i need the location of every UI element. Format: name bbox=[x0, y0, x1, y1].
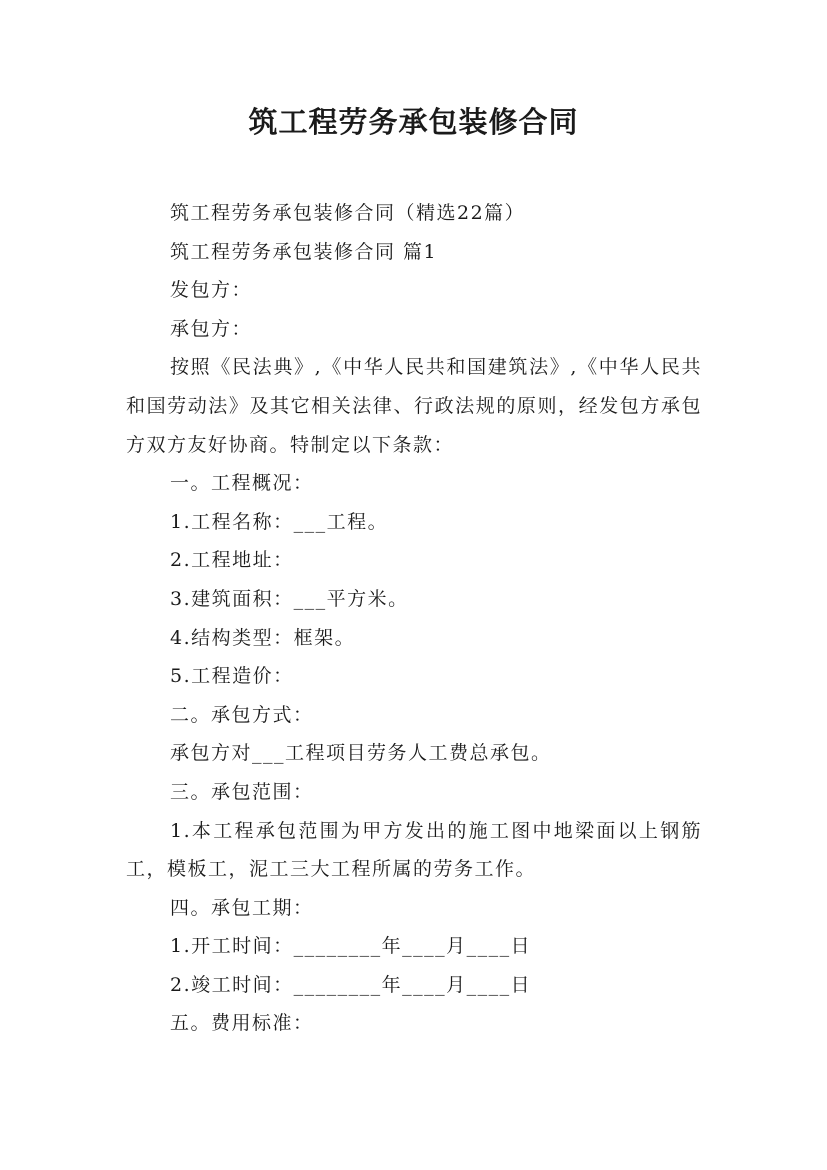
paragraph-scope: 1.本工程承包范围为甲方发出的施工图中地梁面以上钢筋工，模板工，泥工三大工程所属的劳务工作。 bbox=[126, 819, 702, 881]
paragraph-item-project-address: 2.工程地址： bbox=[170, 549, 294, 572]
paragraph-item-building-area: 3.建筑面积：___平方米。 bbox=[170, 587, 409, 610]
paragraph-heading-3: 三。承包范围： bbox=[170, 780, 314, 803]
document-title: 筑工程劳务承包装修合同 bbox=[248, 105, 579, 139]
paragraph-item-structure-type: 4.结构类型：框架。 bbox=[170, 626, 356, 649]
paragraph-completion-date: 2.竣工时间：________年____月____日 bbox=[170, 973, 532, 996]
paragraph-contractor: 承包方： bbox=[170, 317, 253, 340]
paragraph-heading-1: 一。工程概况： bbox=[170, 472, 314, 495]
paragraph-heading-2: 二。承包方式： bbox=[170, 703, 314, 726]
paragraph-contract-mode: 承包方对___工程项目劳务人工费总承包。 bbox=[170, 742, 552, 765]
paragraph-item-project-cost: 5.工程造价： bbox=[170, 665, 294, 688]
paragraph-start-date: 1.开工时间：________年____月____日 bbox=[170, 935, 532, 958]
paragraph-intro-title: 筑工程劳务承包装修合同（精选22篇） bbox=[170, 202, 526, 224]
paragraph-heading-5: 五。费用标准： bbox=[170, 1012, 314, 1035]
paragraph-employer: 发包方： bbox=[170, 279, 253, 302]
paragraph-section-heading: 筑工程劳务承包装修合同 篇1 bbox=[170, 240, 438, 263]
paragraph-heading-4: 四。承包工期： bbox=[170, 896, 314, 919]
paragraph-item-project-name: 1.工程名称：___工程。 bbox=[170, 510, 389, 533]
paragraph-preamble: 按照《民法典》,《中华人民共和国建筑法》,《中华人民共和国劳动法》及其它相关法律、行政法规的原则，经发包方承包方双方友好协商。特制定以下条款： bbox=[126, 356, 702, 456]
document-body bbox=[126, 194, 702, 1043]
